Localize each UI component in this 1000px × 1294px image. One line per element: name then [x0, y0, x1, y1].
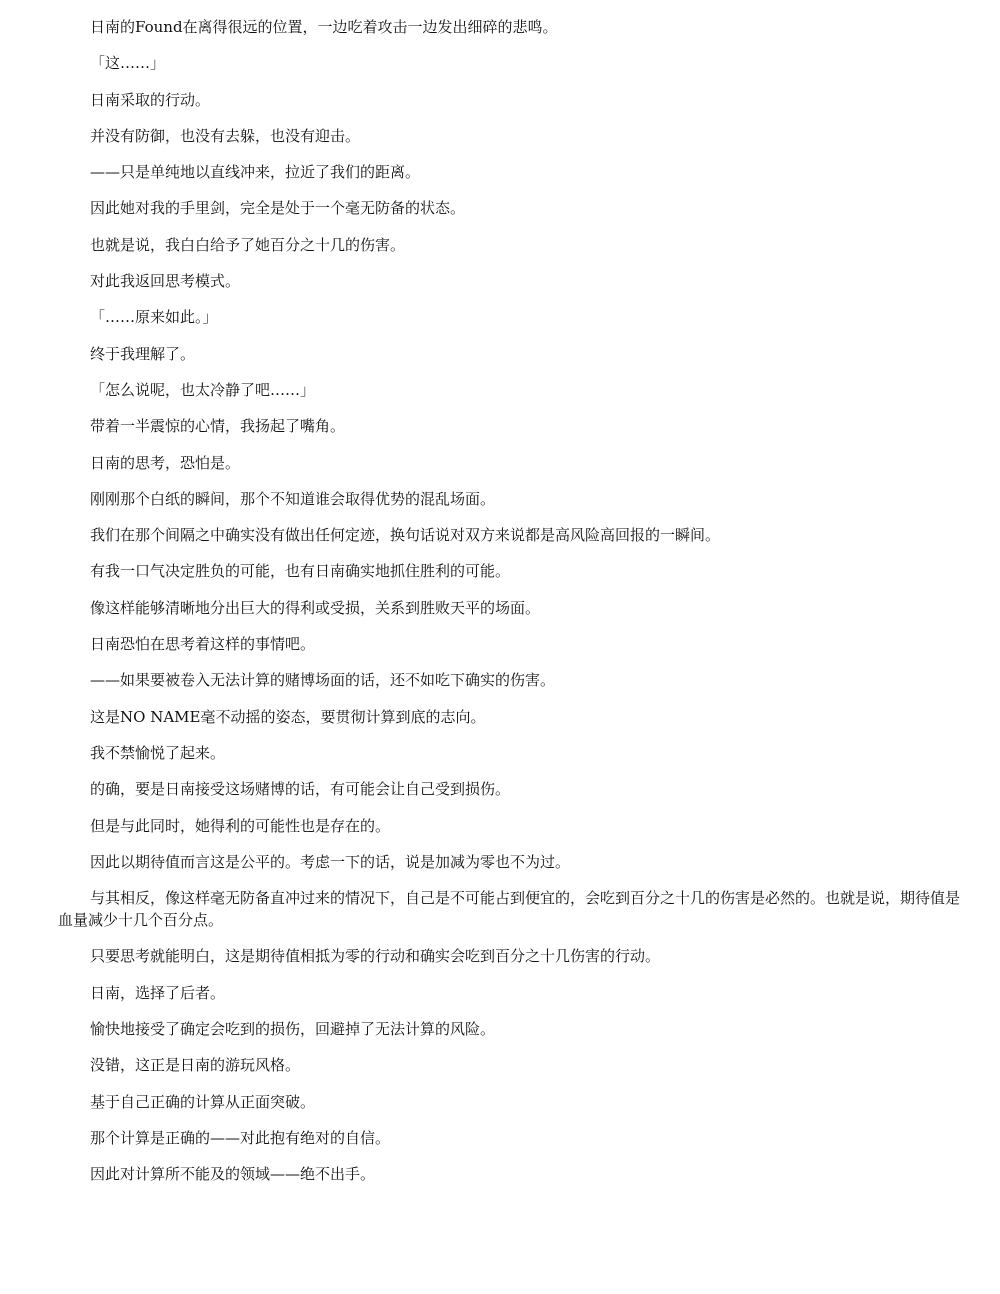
- paragraph: 这是NO NAME毫不动摇的姿态，要贯彻计算到底的志向。: [90, 707, 486, 726]
- document-body: [58, 16, 960, 1185]
- paragraph: 因此她对我的手里剑，完全是处于一个毫无防备的状态。: [90, 199, 466, 218]
- paragraph: 日南恐怕在思考着这样的事情吧。: [90, 635, 316, 654]
- paragraph: 刚刚那个白纸的瞬间，那个不知道谁会取得优势的混乱场面。: [90, 489, 496, 508]
- paragraph: 我们在那个间隔之中确实没有做出任何定迹，换句话说对双方来说都是高风险高回报的一瞬间。: [90, 526, 721, 545]
- paragraph: 带着一半震惊的心情，我扬起了嘴角。: [90, 417, 346, 436]
- paragraph: 日南采取的行动。: [90, 90, 211, 109]
- paragraph: 我不禁愉悦了起来。: [90, 743, 226, 762]
- paragraph: 「这……」: [90, 54, 166, 73]
- paragraph: 对此我返回思考模式。: [90, 272, 241, 291]
- paragraph: 没错，这正是日南的游玩风格。: [90, 1056, 301, 1075]
- paragraph: 「……原来如此。」: [90, 308, 218, 327]
- paragraph: 有我一口气决定胜负的可能，也有日南确实地抓住胜利的可能。: [90, 562, 511, 581]
- paragraph: 只要思考就能明白，这是期待值相抵为零的行动和确实会吃到百分之十几伤害的行动。: [90, 947, 661, 966]
- paragraph: 基于自己正确的计算从正面突破。: [90, 1092, 316, 1111]
- paragraph: 也就是说，我白白给予了她百分之十几的伤害。: [90, 235, 406, 254]
- paragraph: 那个计算是正确的——对此抱有绝对的自信。: [90, 1128, 391, 1147]
- paragraph: 愉快地接受了确定会吃到的损伤，回避掉了无法计算的风险。: [90, 1020, 496, 1039]
- paragraph: 的确，要是日南接受这场赌博的话，有可能会让自己受到损伤。: [90, 780, 511, 799]
- paragraph: 日南，选择了后者。: [90, 983, 226, 1002]
- paragraph: 日南的Found在离得很远的位置，一边吃着攻击一边发出细碎的悲鸣。: [90, 18, 558, 36]
- paragraph: 但是与此同时，她得利的可能性也是存在的。: [90, 816, 391, 835]
- paragraph: 「怎么说呢，也太冷静了吧……」: [90, 380, 316, 399]
- paragraph: 日南的思考，恐怕是。: [90, 453, 241, 472]
- paragraph: 因此以期待值而言这是公平的。考虑一下的话，说是加减为零也不为过。: [90, 852, 571, 871]
- paragraph: 因此对计算所不能及的领域——绝不出手。: [90, 1165, 376, 1184]
- paragraph: ——只是单纯地以直线冲来，拉近了我们的距离。: [90, 163, 421, 182]
- paragraph: ——如果要被卷入无法计算的赌博场面的话，还不如吃下确实的伤害。: [90, 671, 556, 690]
- paragraph: 与其相反，像这样毫无防备直冲过来的情况下，自己是不可能占到便宜的，会吃到百分之十几的伤害是必然的。也就是说，期待值是血量减少十几个百分点。: [58, 889, 961, 930]
- paragraph: 并没有防御，也没有去躲，也没有迎击。: [90, 126, 361, 145]
- paragraph: 终于我理解了。: [90, 344, 196, 363]
- paragraph: 像这样能够清晰地分出巨大的得利或受损，关系到胜败天平的场面。: [90, 598, 541, 617]
